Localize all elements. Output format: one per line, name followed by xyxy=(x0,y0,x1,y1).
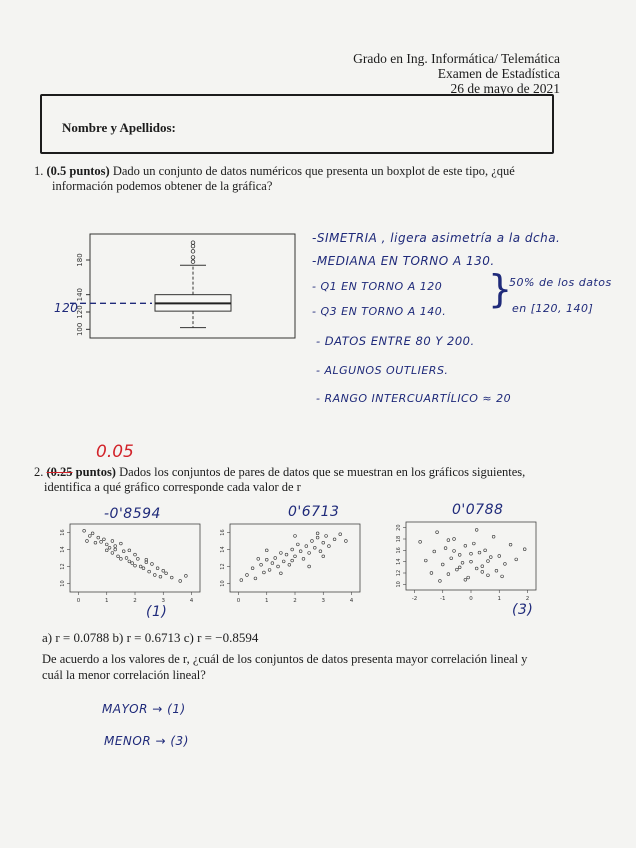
scatter-point xyxy=(279,572,282,575)
scatter-x-tick-label: 2 xyxy=(133,598,137,604)
scatter-point xyxy=(458,553,461,556)
scatter-point xyxy=(251,567,254,570)
scatter-point xyxy=(271,562,274,565)
boxplot-outlier xyxy=(191,260,195,264)
scatter-plot-2 xyxy=(214,520,364,610)
scatter-point xyxy=(257,557,260,560)
scatter-point xyxy=(117,555,120,558)
scatter-point xyxy=(492,535,495,538)
scatter-point xyxy=(458,566,461,569)
boxplot-chart xyxy=(60,226,300,342)
scatter-point xyxy=(467,576,470,579)
scatter-point xyxy=(447,573,450,576)
scatter-point xyxy=(240,579,243,582)
scatter-point xyxy=(268,569,271,572)
scatter-point xyxy=(111,552,114,555)
answer-mayor: MAYOR → (1) xyxy=(102,702,186,716)
scatter-plot-1 xyxy=(54,520,204,610)
scatter-x-tick-label: 0 xyxy=(76,598,81,604)
scatter-point xyxy=(128,549,131,552)
q2-question-b: cuál la menor correlación lineal? xyxy=(42,668,206,682)
scatter-point xyxy=(265,558,268,561)
scatter-point xyxy=(122,550,125,553)
scatter-y-tick-label: 12 xyxy=(220,563,226,570)
scatter-point xyxy=(285,553,288,556)
scatter-point xyxy=(179,580,182,583)
q1-answer-3: - Q1 EN TORNO A 120 xyxy=(312,280,443,293)
scatter-point xyxy=(450,557,453,560)
q2-text-a: Dados los conjuntos de pares de datos que se muestran en los gráficos siguientes, xyxy=(119,465,526,479)
scatter-point xyxy=(265,549,268,552)
q1-number: 1. xyxy=(34,164,44,178)
scatter-point xyxy=(294,555,297,558)
scatter-frame xyxy=(406,522,536,590)
scatter-point xyxy=(424,559,427,562)
q1-text-b: información podemos obtener de la gráfica? xyxy=(52,179,273,193)
scatter-point xyxy=(333,538,336,541)
brace-note-b: en [120, 140] xyxy=(512,302,594,315)
scatter-point xyxy=(184,574,187,577)
scatter-point xyxy=(274,557,277,560)
q1-statement xyxy=(34,164,594,194)
scatter-point xyxy=(162,569,165,572)
q2-points-word: puntos) xyxy=(75,465,116,479)
scatter-point xyxy=(489,556,492,559)
q1-points: (0.5 puntos) xyxy=(46,164,110,178)
boxplot-outlier xyxy=(191,241,195,245)
scatter-point xyxy=(328,545,331,548)
scatter-y-tick-label: 20 xyxy=(396,524,402,531)
scatter-point xyxy=(475,529,478,532)
scatter-point xyxy=(339,533,342,536)
scatter-point xyxy=(478,551,481,554)
scatter-point xyxy=(279,552,282,555)
plot-2-label: 0'6713 xyxy=(288,504,340,520)
scatter-point xyxy=(105,543,108,546)
scatter-point xyxy=(136,557,139,560)
scatter-point xyxy=(119,542,122,545)
scatter-point xyxy=(108,546,111,549)
scatter-point xyxy=(316,532,319,535)
scatter-point xyxy=(523,548,526,551)
scatter-point xyxy=(263,571,266,574)
scatter-plot-3 xyxy=(390,518,540,608)
scatter-y-tick-label: 10 xyxy=(220,580,226,587)
q1-answer-6: - ALGUNOS OUTLIERS. xyxy=(316,364,449,377)
scatter-point xyxy=(470,560,473,563)
header-line-3: 26 de mayo de 2021 xyxy=(450,81,560,96)
scatter-point xyxy=(148,570,151,573)
scatter-point xyxy=(277,565,280,568)
scatter-y-tick-label: 14 xyxy=(220,546,226,553)
boxplot-y-tick-label: 180 xyxy=(76,253,84,267)
scatter-x-tick-label: 4 xyxy=(189,598,194,604)
scatter-point xyxy=(501,575,504,578)
plot-1-label: -0'8594 xyxy=(104,506,161,522)
scatter-point xyxy=(313,546,316,549)
scatter-point xyxy=(481,565,484,568)
boxplot-outlier xyxy=(191,250,195,254)
scatter-point xyxy=(128,560,131,563)
scatter-point xyxy=(125,557,128,560)
scatter-y-tick-label: 10 xyxy=(60,580,66,587)
name-field[interactable] xyxy=(40,94,554,154)
q2-options: a) r = 0.0788 b) r = 0.6713 c) r = −0.8594 xyxy=(42,630,259,645)
scatter-point xyxy=(504,563,507,566)
scatter-x-tick-label: 3 xyxy=(161,598,166,604)
plot-3-number: (3) xyxy=(512,602,534,618)
scatter-point xyxy=(97,536,100,539)
scatter-x-tick-label: 1 xyxy=(497,596,502,602)
header-line-1: Grado en Ing. Informática/ Telemática xyxy=(353,51,560,66)
scatter-point xyxy=(91,532,94,535)
scatter-point xyxy=(475,567,478,570)
header-line-2: Examen de Estadística xyxy=(437,66,560,81)
q2-points-struck: (0.25 xyxy=(46,465,73,479)
brace-note-a: 50% de los datos xyxy=(509,276,612,289)
scatter-point xyxy=(433,550,436,553)
scatter-point xyxy=(114,545,117,548)
scatter-point xyxy=(464,544,467,547)
q2-question-a: De acuerdo a los valores de r, ¿cuál de los conjuntos de datos presenta mayor correlación lineal y xyxy=(42,652,528,666)
scatter-point xyxy=(151,563,154,566)
scatter-x-tick-label: 1 xyxy=(264,598,269,604)
scatter-point xyxy=(436,531,439,534)
scatter-point xyxy=(299,550,302,553)
scatter-point xyxy=(344,540,347,543)
scatter-point xyxy=(100,540,103,543)
scatter-point xyxy=(246,574,249,577)
scatter-x-tick-label: -2 xyxy=(411,596,418,602)
scatter-y-tick-label: 18 xyxy=(396,535,402,543)
scatter-point xyxy=(461,561,464,564)
q2-statement xyxy=(34,465,614,495)
scatter-x-tick-label: 0 xyxy=(469,596,473,602)
scatter-point xyxy=(430,572,433,575)
scatter-point xyxy=(470,552,473,555)
brace-icon: } xyxy=(488,267,513,311)
scatter-point xyxy=(86,540,89,543)
scatter-point xyxy=(322,555,325,558)
scatter-point xyxy=(165,572,168,575)
q1-answer-2: -MEDIANA EN TORNO A 130. xyxy=(312,254,495,268)
boxplot-y-tick-label: 120 xyxy=(76,305,84,319)
scatter-point xyxy=(487,574,490,577)
scatter-point xyxy=(308,565,311,568)
scatter-point xyxy=(294,535,297,538)
boxplot-outlier xyxy=(191,256,195,260)
scatter-x-tick-label: 2 xyxy=(525,596,530,602)
scatter-point xyxy=(88,535,91,538)
scatter-y-tick-label: 14 xyxy=(60,546,66,553)
boxplot-figure xyxy=(60,226,300,342)
q2-text-b: identifica a qué gráfico corresponde cada valor de r xyxy=(44,480,301,494)
scatter-point xyxy=(142,567,145,570)
scatter-point xyxy=(447,539,450,542)
scatter-y-tick-label: 16 xyxy=(396,547,402,554)
q1-text-a: Dado un conjunto de datos numéricos que presenta un boxplot de este tipo, ¿qué xyxy=(112,164,515,178)
scatter-point xyxy=(319,550,322,553)
handwritten-120: 120 xyxy=(54,301,79,315)
scatter-point xyxy=(260,563,263,566)
name-field-label: Nombre y Apellidos: xyxy=(62,120,176,135)
scatter-point xyxy=(139,565,142,568)
scatter-point xyxy=(94,541,97,544)
scatter-y-tick-label: 12 xyxy=(396,569,402,577)
scatter-y-tick-label: 16 xyxy=(220,529,226,536)
scatter-point xyxy=(444,547,447,550)
scatter-point xyxy=(311,540,314,543)
scatter-point xyxy=(325,535,328,538)
scatter-point xyxy=(453,538,456,541)
scatter-point xyxy=(114,548,117,551)
scatter-point xyxy=(159,575,162,578)
scatter-point xyxy=(419,540,422,543)
q1-answer-4: - Q3 EN TORNO A 140. xyxy=(312,305,447,318)
scatter-point xyxy=(288,563,291,566)
scatter-point xyxy=(455,568,458,571)
scatter-point xyxy=(472,542,475,545)
scatter-point xyxy=(131,562,134,565)
scatter-point xyxy=(495,569,498,572)
scatter-point xyxy=(291,559,294,562)
scatter-x-tick-label: 1 xyxy=(104,598,109,604)
scatter-point xyxy=(111,540,114,543)
scatter-point xyxy=(170,576,173,579)
scatter-point xyxy=(254,577,257,580)
q2-number: 2. xyxy=(34,465,44,479)
scatter-point xyxy=(153,574,156,577)
scatter-x-tick-label: 2 xyxy=(293,598,297,604)
scatter-point xyxy=(322,541,325,544)
scatter-point xyxy=(103,538,106,541)
boxplot-y-tick-label: 140 xyxy=(76,287,84,302)
scatter-point xyxy=(291,548,294,551)
scatter-point xyxy=(83,529,86,532)
boxplot-outlier xyxy=(191,244,195,248)
scatter-point xyxy=(308,552,311,555)
scatter-point xyxy=(439,580,442,583)
scatter-point xyxy=(481,570,484,573)
q1-answer-7: - RANGO INTERCUARTÍLICO ≈ 20 xyxy=(316,392,512,405)
scatter-x-tick-label: 4 xyxy=(349,598,354,604)
scatter-x-tick-label: 3 xyxy=(321,598,326,604)
scatter-point xyxy=(305,545,308,548)
answer-menor: MENOR → (3) xyxy=(104,734,189,748)
scatter-y-tick-label: 16 xyxy=(60,529,66,536)
scatter-point xyxy=(441,563,444,566)
scatter-point xyxy=(487,560,490,563)
scatter-point xyxy=(296,543,299,546)
scatter-point xyxy=(515,558,518,561)
scatter-point xyxy=(509,543,512,546)
q1-answer-5: - DATOS ENTRE 80 Y 200. xyxy=(316,334,475,348)
scatter-point xyxy=(453,550,456,553)
scatter-point xyxy=(498,555,501,558)
scatter-point xyxy=(316,536,319,539)
scatter-point xyxy=(105,549,108,552)
scatter-point xyxy=(134,564,137,567)
scatter-y-tick-label: 12 xyxy=(60,563,66,570)
q1-answer-1: -SIMETRIA , ligera asimetría a la dcha. xyxy=(312,231,561,245)
scatter-point xyxy=(119,557,122,560)
boxplot-y-tick-label: 100 xyxy=(76,322,84,337)
scatter-y-tick-label: 14 xyxy=(396,558,402,565)
scatter-point xyxy=(156,567,159,570)
scatter-point xyxy=(464,578,467,581)
scatter-point xyxy=(484,549,487,552)
scatter-point xyxy=(302,557,305,560)
scatter-x-tick-label: -1 xyxy=(439,596,446,602)
plot-1-number: (1) xyxy=(146,604,168,620)
scatter-point xyxy=(282,560,285,563)
scatter-point xyxy=(134,553,137,556)
plot-3-label: 0'0788 xyxy=(452,502,504,518)
scatter-x-tick-label: 0 xyxy=(236,598,241,604)
q2-points-correction: 0.05 xyxy=(96,442,134,462)
scatter-y-tick-label: 10 xyxy=(396,581,402,588)
scatter-frame xyxy=(70,524,200,592)
